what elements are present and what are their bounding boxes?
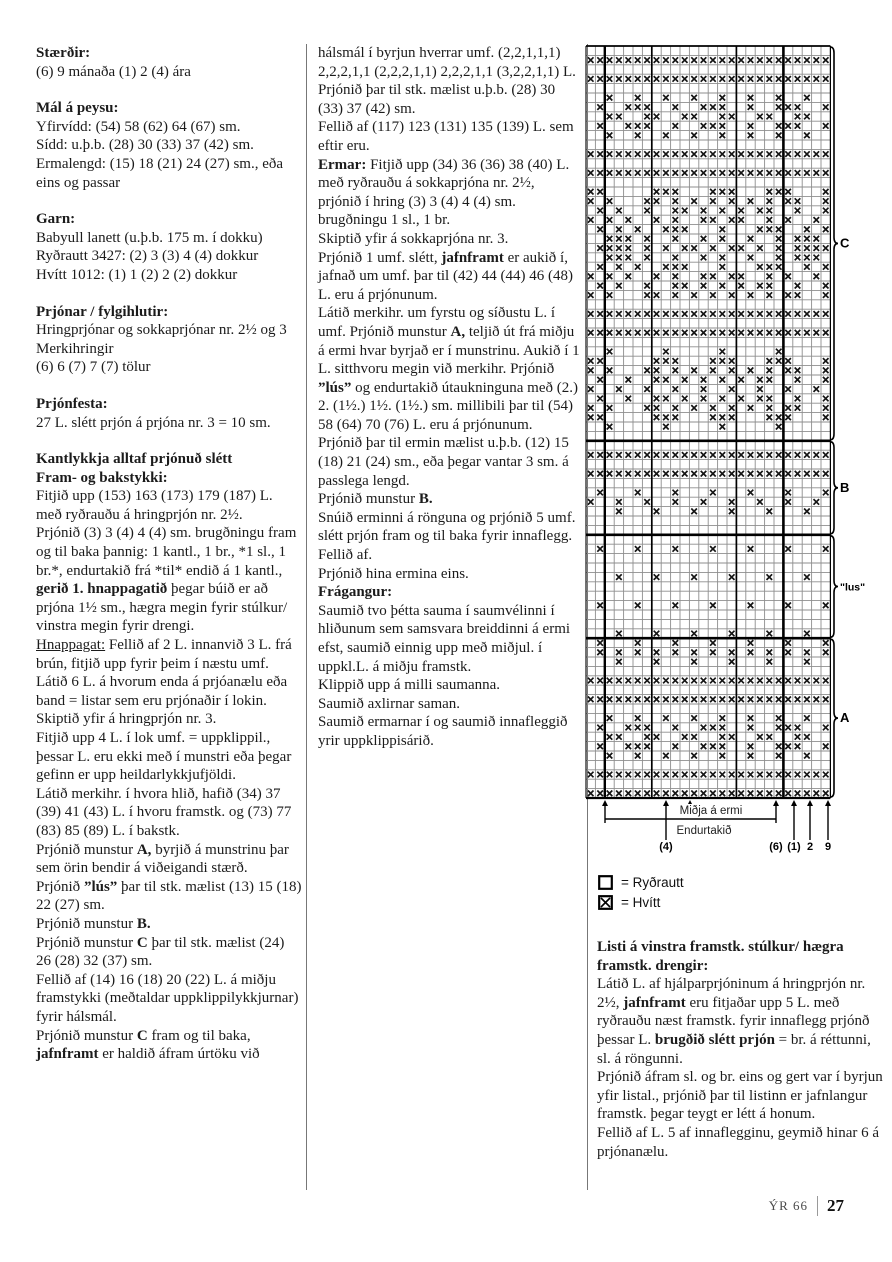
paragraph: Látið L. af hjálparprjóninum á hringprjón nr. 2½, jafnframt eru fitjaðar upp 5 L. með ryðrauðu næst framstk. fyrir innaflegg prjónð þessar L. brugðið slétt prjón = br. á réttunni, sl. á röngunni. <box>597 976 871 1067</box>
paragraph: Prjónið 1 umf. slétt, jafnframt er aukið í, jafnað um umf. þar til (42) 44 (44) 46 (48) L. eru á prjónunum. <box>318 249 573 303</box>
section-heading: Mál á peysu: <box>36 100 119 117</box>
page-footer <box>769 1196 844 1216</box>
instructions-column-3 <box>597 938 883 1161</box>
paragraph: Hvítt 1012: (1) 1 (2) 2 (2) dokkur <box>36 266 238 283</box>
section-heading: Fram- og bakstykki: <box>36 469 168 486</box>
paragraph: Prjónið (3) 3 (4) 4 (4) sm. brugðningu fram og til baka þannig: 1 kantl., 1 br., *1 sl., 1 br.*, endurtakið frá *til* endið á 1 kantl., gerið 1. hnappagatið þegar búið er að prjóna 1½ sm., hægra megin fyrir stúlkur/ vinstra megin fyrir drengi. <box>36 525 297 635</box>
pattern-chart-svg <box>580 40 892 870</box>
paragraph: Ryðrautt 3427: (2) 3 (3) 4 (4) dokkur <box>36 248 259 265</box>
svg-text:(6): (6) <box>769 841 783 853</box>
paragraph: Saumið ermarnar í og saumið innafleggið yrir uppklippisárið. <box>318 714 568 749</box>
section-heading: Garn: <box>36 211 76 228</box>
section-heading: Listi á vinstra framstk. stúlkur/ hægra framstk. drengir: <box>597 939 844 974</box>
paragraph: Látið merkihr. í hvora hlið, hafið (34) 37 (39) 41 (43) L. í hvoru framstk. og (73) 77 (83) 85 (89) L. í bakstk. <box>36 785 292 839</box>
paragraph: Skiptið yfir á sokkaprjóna nr. 3. <box>318 230 509 247</box>
paragraph: (6) 9 mánaða (1) 2 (4) ára <box>36 63 191 80</box>
svg-text:(4): (4) <box>659 841 673 853</box>
issue-label: ÝR 66 <box>768 1198 808 1213</box>
svg-text:A: A <box>840 710 850 726</box>
paragraph: Prjónið munstur C þar til stk. mælist (24) 26 (28) 32 (37) sm. <box>36 934 285 970</box>
paragraph: Prjónið munstur A, byrjið á munstrinu þar sem örin bendir á viðeigandi stærð. <box>36 841 289 877</box>
paragraph: Látið merkihr. um fyrstu og síðustu L. í umf. Prjónið munstur A, teljið út frá miðju á ermi hvar byrjað er í munstrinu. Aukið í 1 L. sitthvoru megin við merkihr. Prjónið ”lús” og endurtakið útaukninguna með (2.) 2. (1½.) 1½. (1½.) sm. millibili þar til (54) 58 (64) 70 (76) L. eru á prjónunum. <box>318 305 580 433</box>
paragraph: 27 L. slétt prjón á prjóna nr. 3 = 10 sm. <box>36 414 271 431</box>
legend-row-white <box>598 892 684 912</box>
paragraph: Babyull lanett (u.þ.b. 175 m. í dokku) <box>36 229 263 246</box>
paragraph: Hringprjónar og sokkaprjónar nr. 2½ og 3 <box>36 322 287 339</box>
page-number: 27 <box>827 1196 844 1215</box>
paragraph: (6) 6 (7) 7 (7) tölur <box>36 359 151 376</box>
svg-text:Miðja á ermi: Miðja á ermi <box>679 805 743 817</box>
svg-text:C: C <box>840 235 850 251</box>
svg-text:9: 9 <box>824 841 832 853</box>
paragraph: Prjónið munstur B. <box>318 491 433 508</box>
instructions-column-2 <box>318 44 581 751</box>
knitting-pattern-chart <box>580 40 892 870</box>
legend-label: = Hvítt <box>621 894 661 910</box>
svg-text:(1): (1) <box>787 841 801 853</box>
paragraph: Prjónið ”lús” þar til stk. mælist (13) 15 (18) 22 (27) sm. <box>36 878 302 914</box>
x-square-icon <box>598 895 613 910</box>
section-heading: Prjónfesta: <box>36 395 108 412</box>
paragraph: Klippið upp á milli saumanna. <box>318 677 501 694</box>
section-heading: Prjónar / fylgihlutir: <box>36 303 169 320</box>
paragraph: Fellið af (117) 123 (131) 135 (139) L. sem eftir eru. <box>318 119 574 154</box>
paragraph: Prjónið áfram sl. og br. eins og gert var í byrjun yfir listal., prjónið þar til listinn er jafnlangur framstk. þegar teygt er létt á honum. <box>597 1069 883 1123</box>
paragraph: Prjónið munstur C fram og til baka, jafnframt er haldið áfram úrtöku við <box>36 1027 260 1063</box>
paragraph: Fitjið upp (153) 163 (173) 179 (187) L. með ryðrauðu á hringprjón nr. 2½. <box>36 488 273 523</box>
paragraph: Sídd: u.þ.b. (28) 30 (33) 37 (42) sm. <box>36 137 254 154</box>
paragraph: Fellið af (14) 16 (18) 20 (22) L. á miðju framstykki (meðtaldar uppklippilykkjurnar) fyrir hálsmál. <box>36 971 299 1025</box>
paragraph: Látið 6 L. á hvorum enda á prjóanælu eða band = listar sem eru prjónaðir í lokin. <box>36 674 288 709</box>
paragraph: Hnappagat: Fellið af 2 L. innanvið 3 L. frá brún, fitjið upp fyrir þeim í næstu umf. <box>36 637 292 672</box>
paragraph: Merkihringir <box>36 340 114 357</box>
paragraph: Ermalengd: (15) 18 (21) 24 (27) sm., eða eins og passar <box>36 155 284 191</box>
legend-row-rust <box>598 872 684 892</box>
section-heading: Kantlykkja alltaf prjónuð slétt <box>36 451 233 468</box>
paragraph: hálsmál í byrjun hverrar umf. (2,2,1,1,1) 2,2,2,1,1 (2,2,2,1,1) 2,2,2,1,1 (3,2,2,1,1) L. <box>318 45 576 80</box>
paragraph: Fellið af L. 5 af innaflegginu, geymið hinar 6 á prjónanælu. <box>597 1124 880 1160</box>
empty-square-icon <box>598 875 613 890</box>
section-heading: Stærðir: <box>36 45 91 61</box>
paragraph: Frágangur: <box>318 584 393 601</box>
paragraph: Ermar: Fitjið upp (34) 36 (36) 38 (40) L. með ryðrauðu á sokkaprjóna nr. 2½, prjónið í hring (3) 3 (4) 4 (4) sm. brugðningu 1 sl., 1 br. <box>318 156 570 229</box>
paragraph: Saumið tvo þétta sauma í saumvélinni í hliðunum sem samsvara breiddinni á ermi efst, saumið einnig upp með miðjul. í uppkl.L. á miðju framstk. <box>318 602 571 675</box>
paragraph: Prjónið munstur B. <box>36 915 151 932</box>
svg-text:B: B <box>840 479 850 495</box>
paragraph: Prjónið hina ermina eins. <box>318 565 469 582</box>
paragraph: Yfirvídd: (54) 58 (62) 64 (67) sm. <box>36 118 241 135</box>
column-divider-left <box>306 44 307 1190</box>
svg-text:2: 2 <box>806 841 814 853</box>
paragraph: Fitjið upp 4 L. í lok umf. = uppklippil., þessar L. eru ekki með í munstri eða þegar gefinn er upp heildarlykkjufjöldi. <box>36 730 292 784</box>
paragraph: Skiptið yfir á hringprjón nr. 3. <box>36 711 217 728</box>
paragraph: Prjónið þar til stk. mælist u.þ.b. (28) 30 (33) 37 (42) sm. <box>318 82 556 117</box>
paragraph: Prjónið þar til ermin mælist u.þ.b. (12) 15 (18) 21 (24) sm., eða þegar vantar 3 sm. á passlega lengd. <box>318 435 569 489</box>
svg-text:Endurtakið: Endurtakið <box>676 825 732 837</box>
footer-divider <box>817 1196 818 1216</box>
instructions-column-1 <box>36 44 302 1064</box>
paragraph: Snúið erminni á rönguna og prjónið 5 umf. slétt prjón fram og til baka fyrir innaflegg. Fellið af. <box>318 509 576 564</box>
chart-legend <box>598 872 684 912</box>
paragraph: Saumið axlirnar saman. <box>318 695 461 712</box>
legend-label: = Ryðrautt <box>621 874 684 890</box>
svg-text:"lus": "lus" <box>840 581 866 594</box>
